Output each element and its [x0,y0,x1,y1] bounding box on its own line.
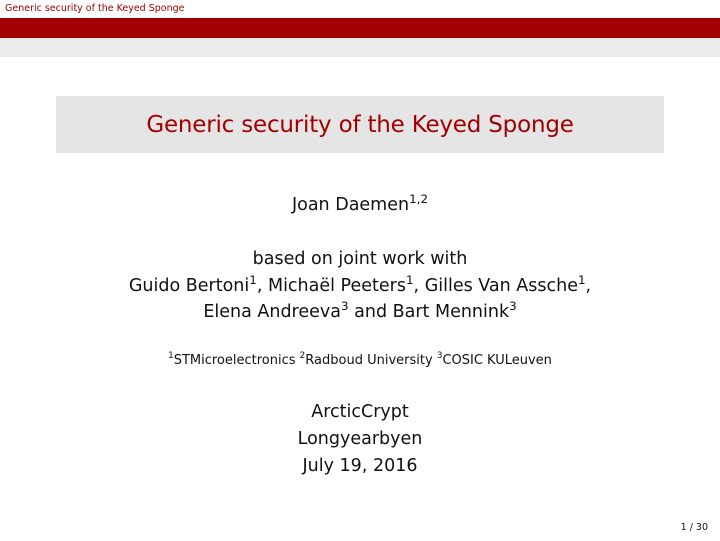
coauthor-name: Gilles Van Assche [424,276,578,296]
running-title: Generic security of the Keyed Sponge [5,3,185,14]
affiliation-number: 3 [436,351,443,362]
affiliation-number: 1 [168,351,174,362]
presenter-line [0,191,720,216]
header-bar [0,0,720,18]
coauthor-aff: 3 [509,298,517,313]
coauthors-line-1 [0,272,720,297]
coauthor-sep: , [256,276,268,296]
coauthor-aff: 1 [405,272,414,287]
coauthor-name: Guido Bertoni [128,276,250,296]
event-name: ArcticCrypt [311,402,409,422]
slide-title: Generic security of the Keyed Sponge [146,111,574,138]
affiliation-name: STMicroelectronics [173,353,296,368]
coauthor-aff: 1 [249,272,257,287]
coauthor-aff: 1 [577,272,586,287]
affiliation-number: 2 [299,351,306,362]
page-number: 1 / 30 [680,522,708,533]
event-location: Longyearbyen [297,429,423,449]
intro-line: based on joint work with [252,249,468,269]
affiliation-name: Radboud University [305,353,433,368]
header-accent-band [0,18,720,38]
title-box [56,96,664,153]
coauthor-sep: , [413,276,425,296]
coauthor-sep: , [585,276,592,296]
coauthor-name: Michaël Peeters [267,276,406,296]
coauthor-name: Elena Andreeva [203,302,341,322]
header-grey-band [0,38,720,57]
coauthor-name: Bart Mennink [392,302,510,322]
event-date: July 19, 2016 [302,456,418,476]
affiliation-name: COSIC KULeuven [442,353,552,368]
presenter-affiliations: 1,2 [409,191,429,206]
presenter-name: Joan Daemen [291,195,410,215]
coauthor-aff: 3 [340,298,349,313]
coauthors-line-2 [0,298,720,323]
coauthor-sep: and [348,302,393,322]
affiliation-list [0,353,720,369]
